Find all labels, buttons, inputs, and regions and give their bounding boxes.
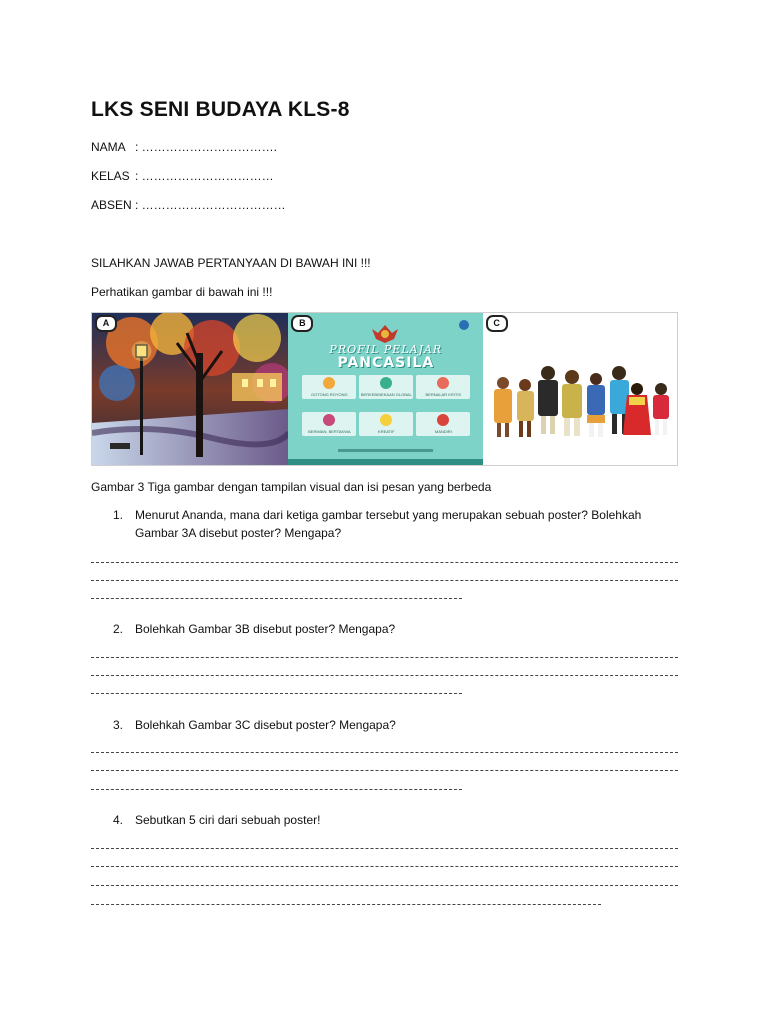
poster-background (288, 313, 482, 465)
badge-a: A (95, 315, 117, 332)
badge-c: C (486, 315, 508, 332)
children-illustration (483, 313, 677, 465)
field-label: NAMA (91, 140, 126, 154)
poster-cell-label: BERKEBINEKAAN GLOBAL (360, 392, 412, 397)
field-value: : ……………………………. (135, 140, 278, 154)
question-number: 3. (113, 718, 124, 732)
poster-cell-label: GOTONG ROYONG (311, 392, 348, 397)
image-c-children (483, 313, 677, 465)
field-value: : ……………………………… (135, 198, 286, 212)
image-a-painting (92, 313, 288, 465)
poster-cell-label: MANDIRI (434, 429, 452, 434)
question-text: Bolehkah Gambar 3C disebut poster? Mengapa? (135, 718, 396, 732)
field-value: : …………………………… (135, 169, 274, 183)
poster-title-1: PROFIL PELAJAR (329, 343, 443, 356)
poster-cell-label: BERNALAR KRITIS (425, 392, 462, 397)
figure-caption: Gambar 3 Tiga gambar dengan tampilan visual dan isi pesan yang berbeda (91, 480, 492, 494)
poster-cell-label: BERIMAN, BERTAKWA (308, 429, 351, 434)
question-number: 4. (113, 813, 124, 827)
poster-title-2: PANCASILA (337, 355, 435, 371)
field-nama (91, 140, 277, 154)
answer-line[interactable] (91, 770, 678, 771)
field-kelas (91, 169, 274, 183)
question-number: 2. (113, 622, 124, 636)
instruction-look: Perhatikan gambar di bawah ini !!! (91, 285, 273, 299)
answer-line[interactable] (91, 789, 462, 790)
answer-line[interactable] (91, 562, 678, 563)
badge-b: B (291, 315, 313, 332)
answer-line[interactable] (91, 693, 462, 694)
answer-line[interactable] (91, 904, 601, 905)
poster-cell-label: KREATIF (378, 429, 395, 434)
question-text: Sebutkan 5 ciri dari sebuah poster! (135, 813, 321, 827)
question-number: 1. (113, 508, 124, 522)
answer-line[interactable] (91, 885, 678, 886)
image-b-poster (288, 313, 482, 465)
field-absen (91, 198, 286, 212)
question-text: Bolehkah Gambar 3B disebut poster? Mengapa? (135, 622, 396, 636)
answer-line[interactable] (91, 848, 678, 849)
answer-line[interactable] (91, 752, 678, 753)
instruction-heading: SILAHKAN JAWAB PERTANYAAN DI BAWAH INI !!! (91, 256, 371, 270)
answer-line[interactable] (91, 598, 462, 599)
painting-illustration (92, 313, 288, 465)
figure-three-images (91, 312, 678, 466)
answer-line[interactable] (91, 580, 678, 581)
answer-line[interactable] (91, 866, 678, 867)
page-title: LKS SENI BUDAYA KLS-8 (91, 98, 350, 121)
field-label: KELAS (91, 169, 130, 183)
answer-line[interactable] (91, 657, 678, 658)
question-text: Menurut Ananda, mana dari ketiga gambar tersebut yang merupakan sebuah poster? Bolehkah Gambar 3A disebut poster? Mengapa? (135, 508, 642, 540)
field-label: ABSEN (91, 198, 132, 212)
answer-line[interactable] (91, 675, 678, 676)
